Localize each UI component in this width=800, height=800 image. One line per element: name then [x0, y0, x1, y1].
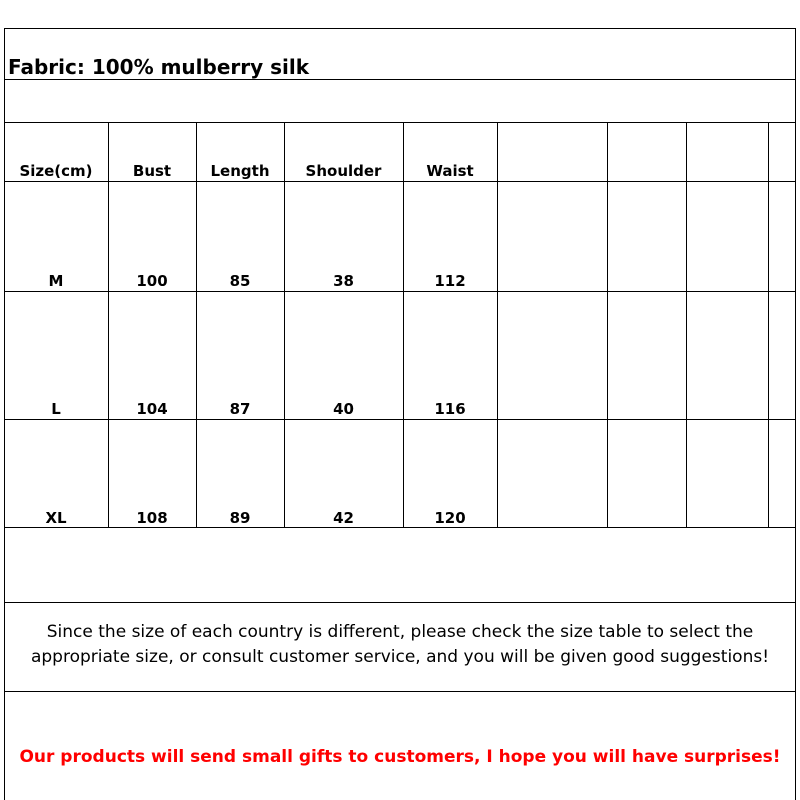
size-notice-line-1: Since the size of each country is different, please check the size table to select the: [46, 622, 754, 642]
row-xl-size: XL: [45, 509, 67, 527]
col-divider-2: [196, 122, 197, 527]
row-xl-waist: 120: [434, 509, 466, 527]
header-shoulder: Shoulder: [305, 162, 382, 180]
row-xl-bust: 108: [136, 509, 168, 527]
row-l-size: L: [51, 400, 61, 418]
col-divider-5: [497, 122, 498, 527]
col-divider-3: [284, 122, 285, 527]
rule-table-bottom: [4, 527, 796, 528]
row-l-shoulder: 40: [333, 400, 354, 418]
col-divider-4: [403, 122, 404, 527]
gift-message: Our products will send small gifts to customers, I hope you will have surprises!: [19, 747, 781, 767]
rule-top: [4, 28, 796, 29]
header-waist: Waist: [426, 162, 474, 180]
row-l-waist: 116: [434, 400, 466, 418]
row-m-length: 85: [229, 272, 251, 290]
rule-below-row-l: [4, 419, 796, 420]
rule-below-row-m: [4, 291, 796, 292]
col-divider-7: [686, 122, 687, 527]
fabric-title: Fabric: 100% mulberry silk: [8, 55, 310, 79]
row-l-length: 87: [229, 400, 251, 418]
row-m-shoulder: 38: [333, 272, 354, 290]
col-divider-8: [768, 122, 769, 527]
rule-table-top: [4, 122, 796, 123]
header-size: Size(cm): [19, 162, 93, 180]
col-divider-1: [108, 122, 109, 527]
row-xl-length: 89: [229, 509, 251, 527]
row-m-waist: 112: [434, 272, 466, 290]
size-notice: [4, 620, 796, 670]
row-xl-shoulder: 42: [333, 509, 354, 527]
col-divider-6: [607, 122, 608, 527]
rule-below-notice: [4, 691, 796, 692]
rule-above-notice: [4, 602, 796, 603]
frame-right-border: [795, 28, 796, 800]
rule-below-header: [4, 181, 796, 182]
row-m-size: M: [48, 272, 64, 290]
header-length: Length: [210, 162, 270, 180]
size-notice-line-2: appropriate size, or consult customer service, and you will be given good suggestions!: [30, 647, 770, 667]
rule-below-fabric: [4, 79, 796, 80]
row-l-bust: 104: [136, 400, 168, 418]
row-m-bust: 100: [136, 272, 168, 290]
header-bust: Bust: [132, 162, 172, 180]
